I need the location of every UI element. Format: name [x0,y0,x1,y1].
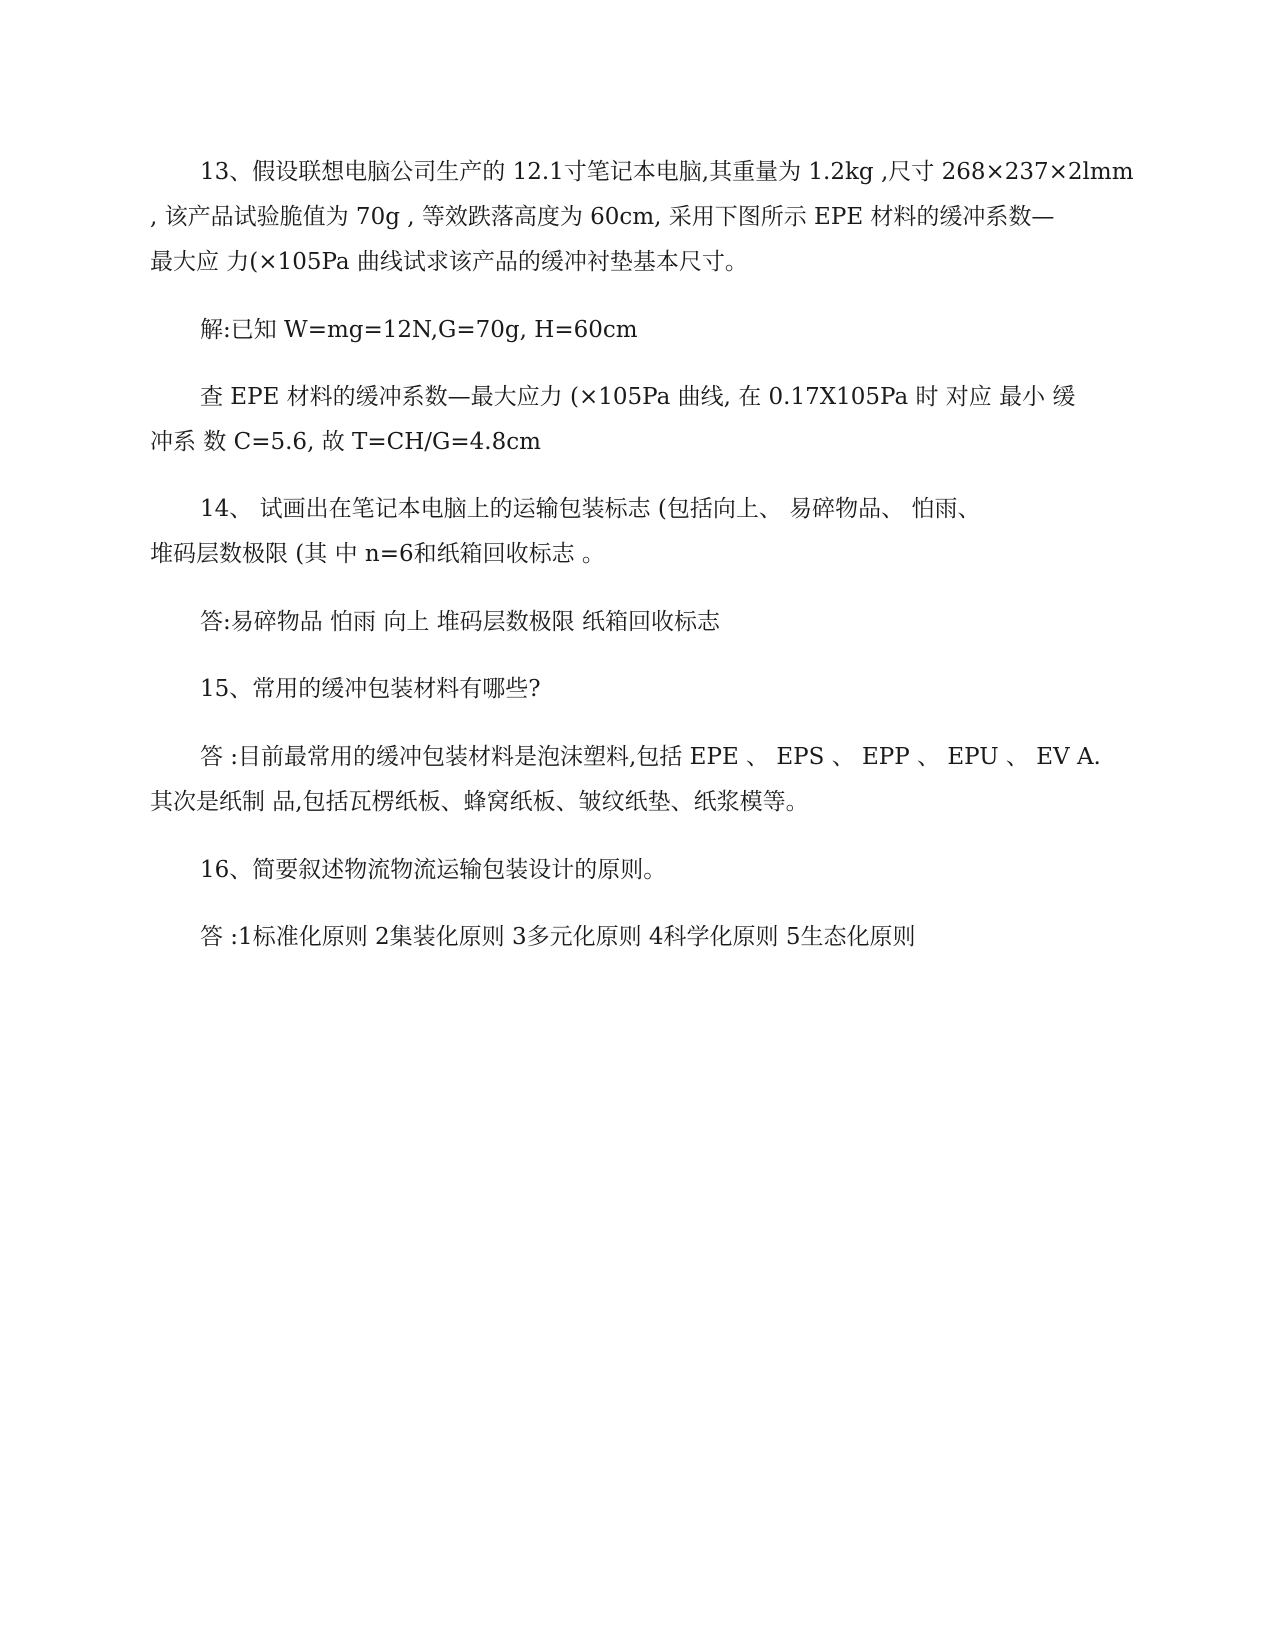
question-16 [150,848,1140,893]
question-14-line-1: 14、 试画出在笔记本电脑上的运输包装标志 (包括向上、 易碎物品、 怕雨、 [200,496,981,522]
question-15 [150,667,1140,712]
question-14-line-2: 堆码层数极限 (其 中 n=6和纸箱回收标志 。 [150,541,605,567]
question-13-line-3: 最大应 力(×105Pa 曲线试求该产品的缓冲衬垫基本尺寸。 [150,249,748,275]
question-16-line-1: 16、简要叙述物流物流运输包装设计的原则。 [200,857,667,883]
answer-13-known [150,308,1140,353]
answer-15-line-2: 其次是纸制 品,包括瓦楞纸板、蜂窝纸板、皱纹纸垫、纸浆模等。 [150,789,809,815]
answer-14-line-1: 答:易碎物品 怕雨 向上 堆码层数极限 纸箱回收标志 [200,609,720,635]
answer-15 [150,735,1140,825]
question-13 [150,150,1140,285]
question-13-line-2: , 该产品试验脆值为 70g , 等效跌落高度为 60cm, 采用下图所示 EPE 材料的缓冲系数— [150,204,1055,230]
question-13-line-1: 13、假设联想电脑公司生产的 12.1寸笔记本电脑,其重量为 1.2kg ,尺寸 268×237×2lmm [200,159,1134,185]
answer-15-line-1: 答 :目前最常用的缓冲包装材料是泡沫塑料,包括 EPE 、 EPS 、 EPP 、 EPU 、 EV A. [200,744,1101,770]
answer-16 [150,915,1140,960]
answer-13-lookup [150,375,1140,465]
question-15-line-1: 15、常用的缓冲包装材料有哪些? [200,676,541,702]
answer-13-known-line-1: 解:已知 W=mg=12N,G=70g, H=60cm [200,317,638,343]
answer-13-lookup-line-1: 查 EPE 材料的缓冲系数—最大应力 (×105Pa 曲线, 在 0.17X105Pa 时 对应 最小 缓 [200,384,1076,410]
answer-14 [150,600,1140,645]
answer-16-line-1: 答 :1标准化原则 2集装化原则 3多元化原则 4科学化原则 5生态化原则 [200,924,916,950]
question-14 [150,487,1140,577]
answer-13-lookup-line-2: 冲系 数 C=5.6, 故 T=CH/G=4.8cm [150,429,541,455]
